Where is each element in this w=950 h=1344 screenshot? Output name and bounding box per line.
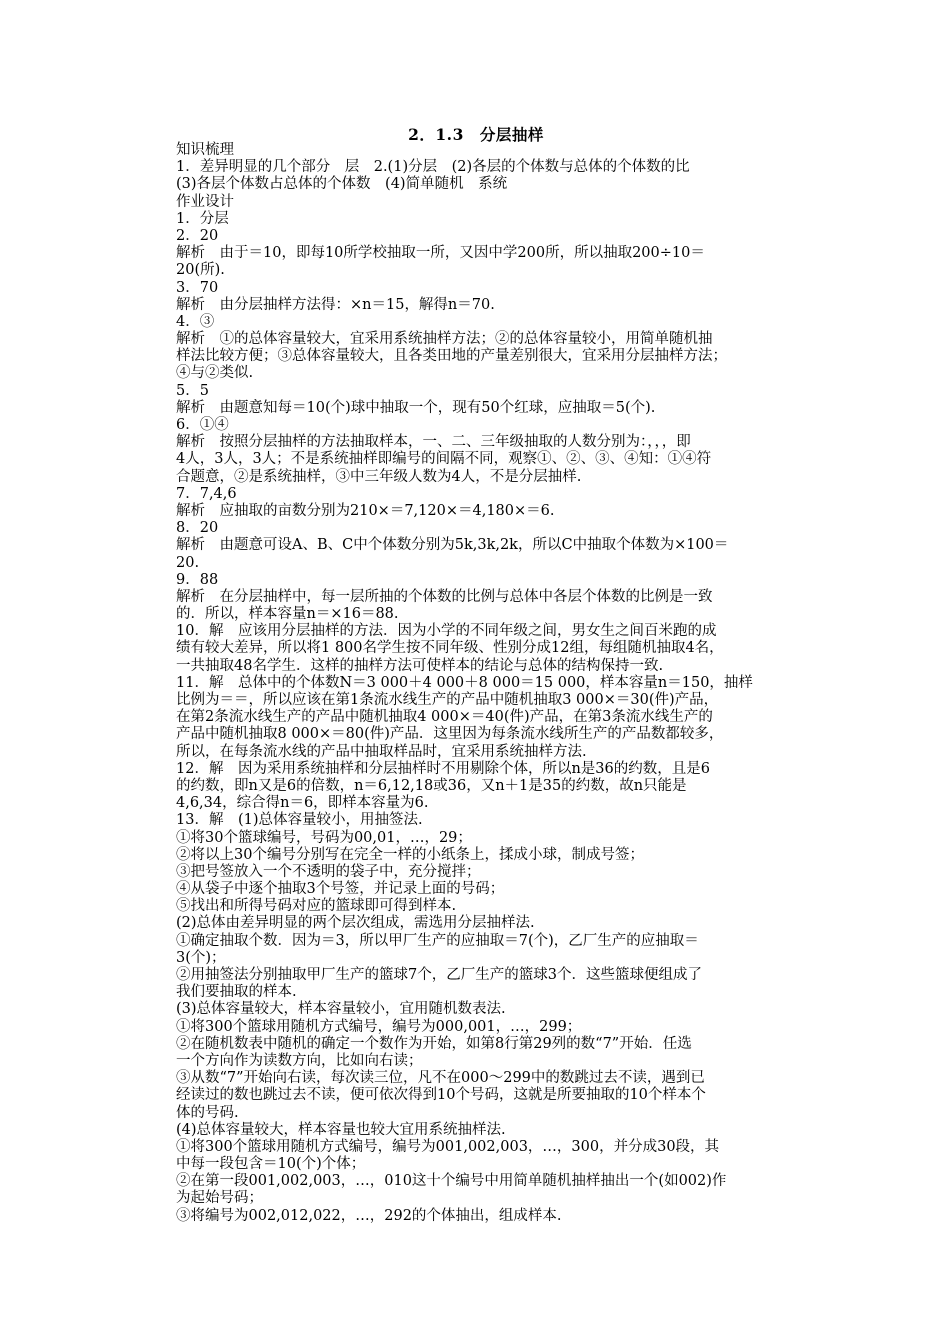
text-line: ③从数“7”开始向右读，每次读三位，凡不在000～299中的数跳过去不读，遇到已 — [176, 1070, 705, 1087]
text-line: 11．解 总体中的个体数N＝3 000＋4 000＋8 000＝15 000，样本容量n＝150，抽样 — [176, 674, 753, 691]
text-line: 的．所以，样本容量n＝×16＝88. — [176, 606, 399, 623]
text-line: ①将300个篮球用随机方式编号，编号为001,002,003，…，300，并分成30段，其 — [176, 1138, 720, 1155]
text-line: (2)总体由差异明显的两个层次组成，需选用分层抽样法. — [176, 915, 535, 932]
text-line: 解析 由题意知每＝10(个)球中抽取一个，现有50个红球，应抽取＝5(个). — [176, 399, 656, 416]
text-line: 解析 由题意可设A、B、C中个体数分别为5k,3k,2k，所以C中抽取个体数为×100＝ — [176, 537, 729, 554]
text-line: ①将30个篮球编号，号码为00,01，…，29； — [176, 829, 472, 846]
text-line: 一个方向作为读数方向，比如向右读； — [176, 1052, 423, 1069]
text-line: 解析 由于＝10，即每10所学校抽取一所，又因中学200所，所以抽取200÷10＝ — [176, 245, 705, 262]
text-line: 解析 由分层抽样方法得：×n＝15，解得n＝70. — [176, 296, 495, 313]
text-line: 3．70 — [176, 279, 219, 296]
text-line: 作业设计 — [176, 193, 234, 210]
text-line: 合题意，②是系统抽样，③中三年级人数为4人，不是分层抽样. — [176, 468, 582, 485]
text-line: 3(个)； — [176, 949, 226, 966]
text-line: (3)总体容量较大，样本容量较小，宜用随机数表法. — [176, 1001, 506, 1018]
text-line: 我们要抽取的样本. — [176, 984, 297, 1001]
text-line: ③把号签放入一个不透明的袋子中，充分搅拌； — [176, 863, 481, 880]
text-line: 10．解 应该用分层抽样的方法．因为小学的不同年级之间，男女生之间百米跑的成 — [176, 623, 717, 640]
text-line: 1．差异明显的几个部分 层 2.(1)分层 (2)各层的个体数与总体的个体数的比 — [176, 159, 690, 176]
text-line: 5．5 — [176, 382, 209, 399]
text-line: 20(所). — [176, 262, 225, 279]
text-line: ②在第一段001,002,003，…，010这十个编号中用简单随机抽样抽出一个(如002)作 — [176, 1173, 727, 1190]
text-line: 6．①④ — [176, 417, 229, 433]
text-line: 解析 在分层抽样中，每一层所抽的个体数的比例与总体中各层个体数的比例是一致 — [176, 588, 713, 605]
text-line: 1．分层 — [176, 210, 229, 227]
text-line: 12．解 因为采用系统抽样和分层抽样时不用剔除个体，所以n是36的约数，且是6 — [176, 760, 710, 777]
text-line: 8．20 — [176, 520, 219, 537]
text-line: ③将编号为002,012,022，…，292的个体抽出，组成样本. — [176, 1207, 562, 1224]
text-line: 体的号码. — [176, 1104, 239, 1121]
text-line: 9．88 — [176, 571, 219, 588]
text-line: 在第2条流水线生产的产品中随机抽取4 000×＝40(件)产品，在第3条流水线生产的 — [176, 709, 713, 726]
text-line: 样法比较方便；③总体容量较大，且各类田地的产量差别很大，宜采用分层抽样方法； — [176, 348, 727, 365]
document-title: 2．1.3 分层抽样 — [408, 125, 544, 144]
text-line: ①将300个篮球用随机方式编号，编号为000,001，…，299； — [176, 1018, 582, 1035]
text-line: 20. — [176, 554, 200, 571]
text-line: 4．③ — [176, 313, 215, 330]
text-line: ④与②类似. — [176, 365, 254, 382]
text-line: 的约数，即n又是6的倍数，n＝6,12,18或36，又n＋1是35的约数，故n只能是 — [176, 777, 687, 794]
text-line: 4,6,34，综合得n＝6，即样本容量为6. — [176, 795, 429, 812]
text-line: 为起始号码； — [176, 1190, 263, 1207]
text-line: ②用抽签法分别抽取甲厂生产的篮球7个，乙厂生产的篮球3个．这些篮球便组成了 — [176, 967, 702, 983]
text-line: 中每一段包含＝10(个)个体； — [176, 1156, 366, 1173]
text-line: ②在随机数表中随机的确定一个数作为开始，如第8行第29列的数“7”开始．任选 — [176, 1035, 692, 1052]
text-line: ⑤找出和所得号码对应的篮球即可得到样本. — [176, 898, 457, 915]
text-line: 比例为＝＝，所以应该在第1条流水线生产的产品中随机抽取3 000×＝30(件)产品， — [176, 692, 719, 708]
text-line: ④从袋子中逐个抽取3个号签，并记录上面的号码； — [176, 881, 505, 898]
text-line: 4人，3人，3人；不是系统抽样即编号的间隔不同，观察①、②、③、④知：①④符 — [176, 451, 712, 468]
text-line: 2．20 — [176, 227, 219, 244]
text-line: (4)总体容量较大，样本容量也较大宜用系统抽样法. — [176, 1121, 506, 1138]
text-line: 绩有较大差异，所以将1 800名学生按不同年级、性别分成12组，每组随机抽取4名， — [176, 640, 724, 657]
text-line: ②将以上30个编号分别写在完全一样的小纸条上，揉成小球，制成号签； — [176, 846, 644, 863]
text-line: 13．解 (1)总体容量较小，用抽签法. — [176, 812, 423, 829]
text-line: 经读过的数也跳过去不读，便可依次得到10个号码，这就是所要抽取的10个样本个 — [176, 1087, 706, 1104]
text-line: 7．7,4,6 — [176, 485, 237, 502]
text-line: 一共抽取48名学生．这样的抽样方法可使样本的结论与总体的结构保持一致. — [176, 657, 664, 674]
text-line: 所以，在每条流水线的产品中抽取样品时，宜采用系统抽样方法. — [176, 743, 587, 760]
text-line: 知识梳理 — [176, 142, 234, 158]
text-line: 解析 按照分层抽样的方法抽取样本，一、二、三年级抽取的人数分别为：，，，即 — [176, 434, 691, 451]
text-line: ①确定抽取个数．因为＝3，所以甲厂生产的应抽取＝7(个)，乙厂生产的应抽取＝ — [176, 932, 699, 949]
text-line: 产品中随机抽取8 000×＝80(件)产品．这里因为每条流水线所生产的产品数都较多， — [176, 726, 724, 743]
text-line: 解析 ①的总体容量较大，宜采用系统抽样方法；②的总体容量较小，用简单随机抽 — [176, 331, 713, 348]
text-line: (3)各层个体数占总体的个体数 (4)简单随机 系统 — [176, 176, 508, 193]
document-body — [176, 142, 794, 1225]
text-line: 解析 应抽取的亩数分别为210×＝7,120×＝4,180×＝6. — [176, 502, 555, 519]
